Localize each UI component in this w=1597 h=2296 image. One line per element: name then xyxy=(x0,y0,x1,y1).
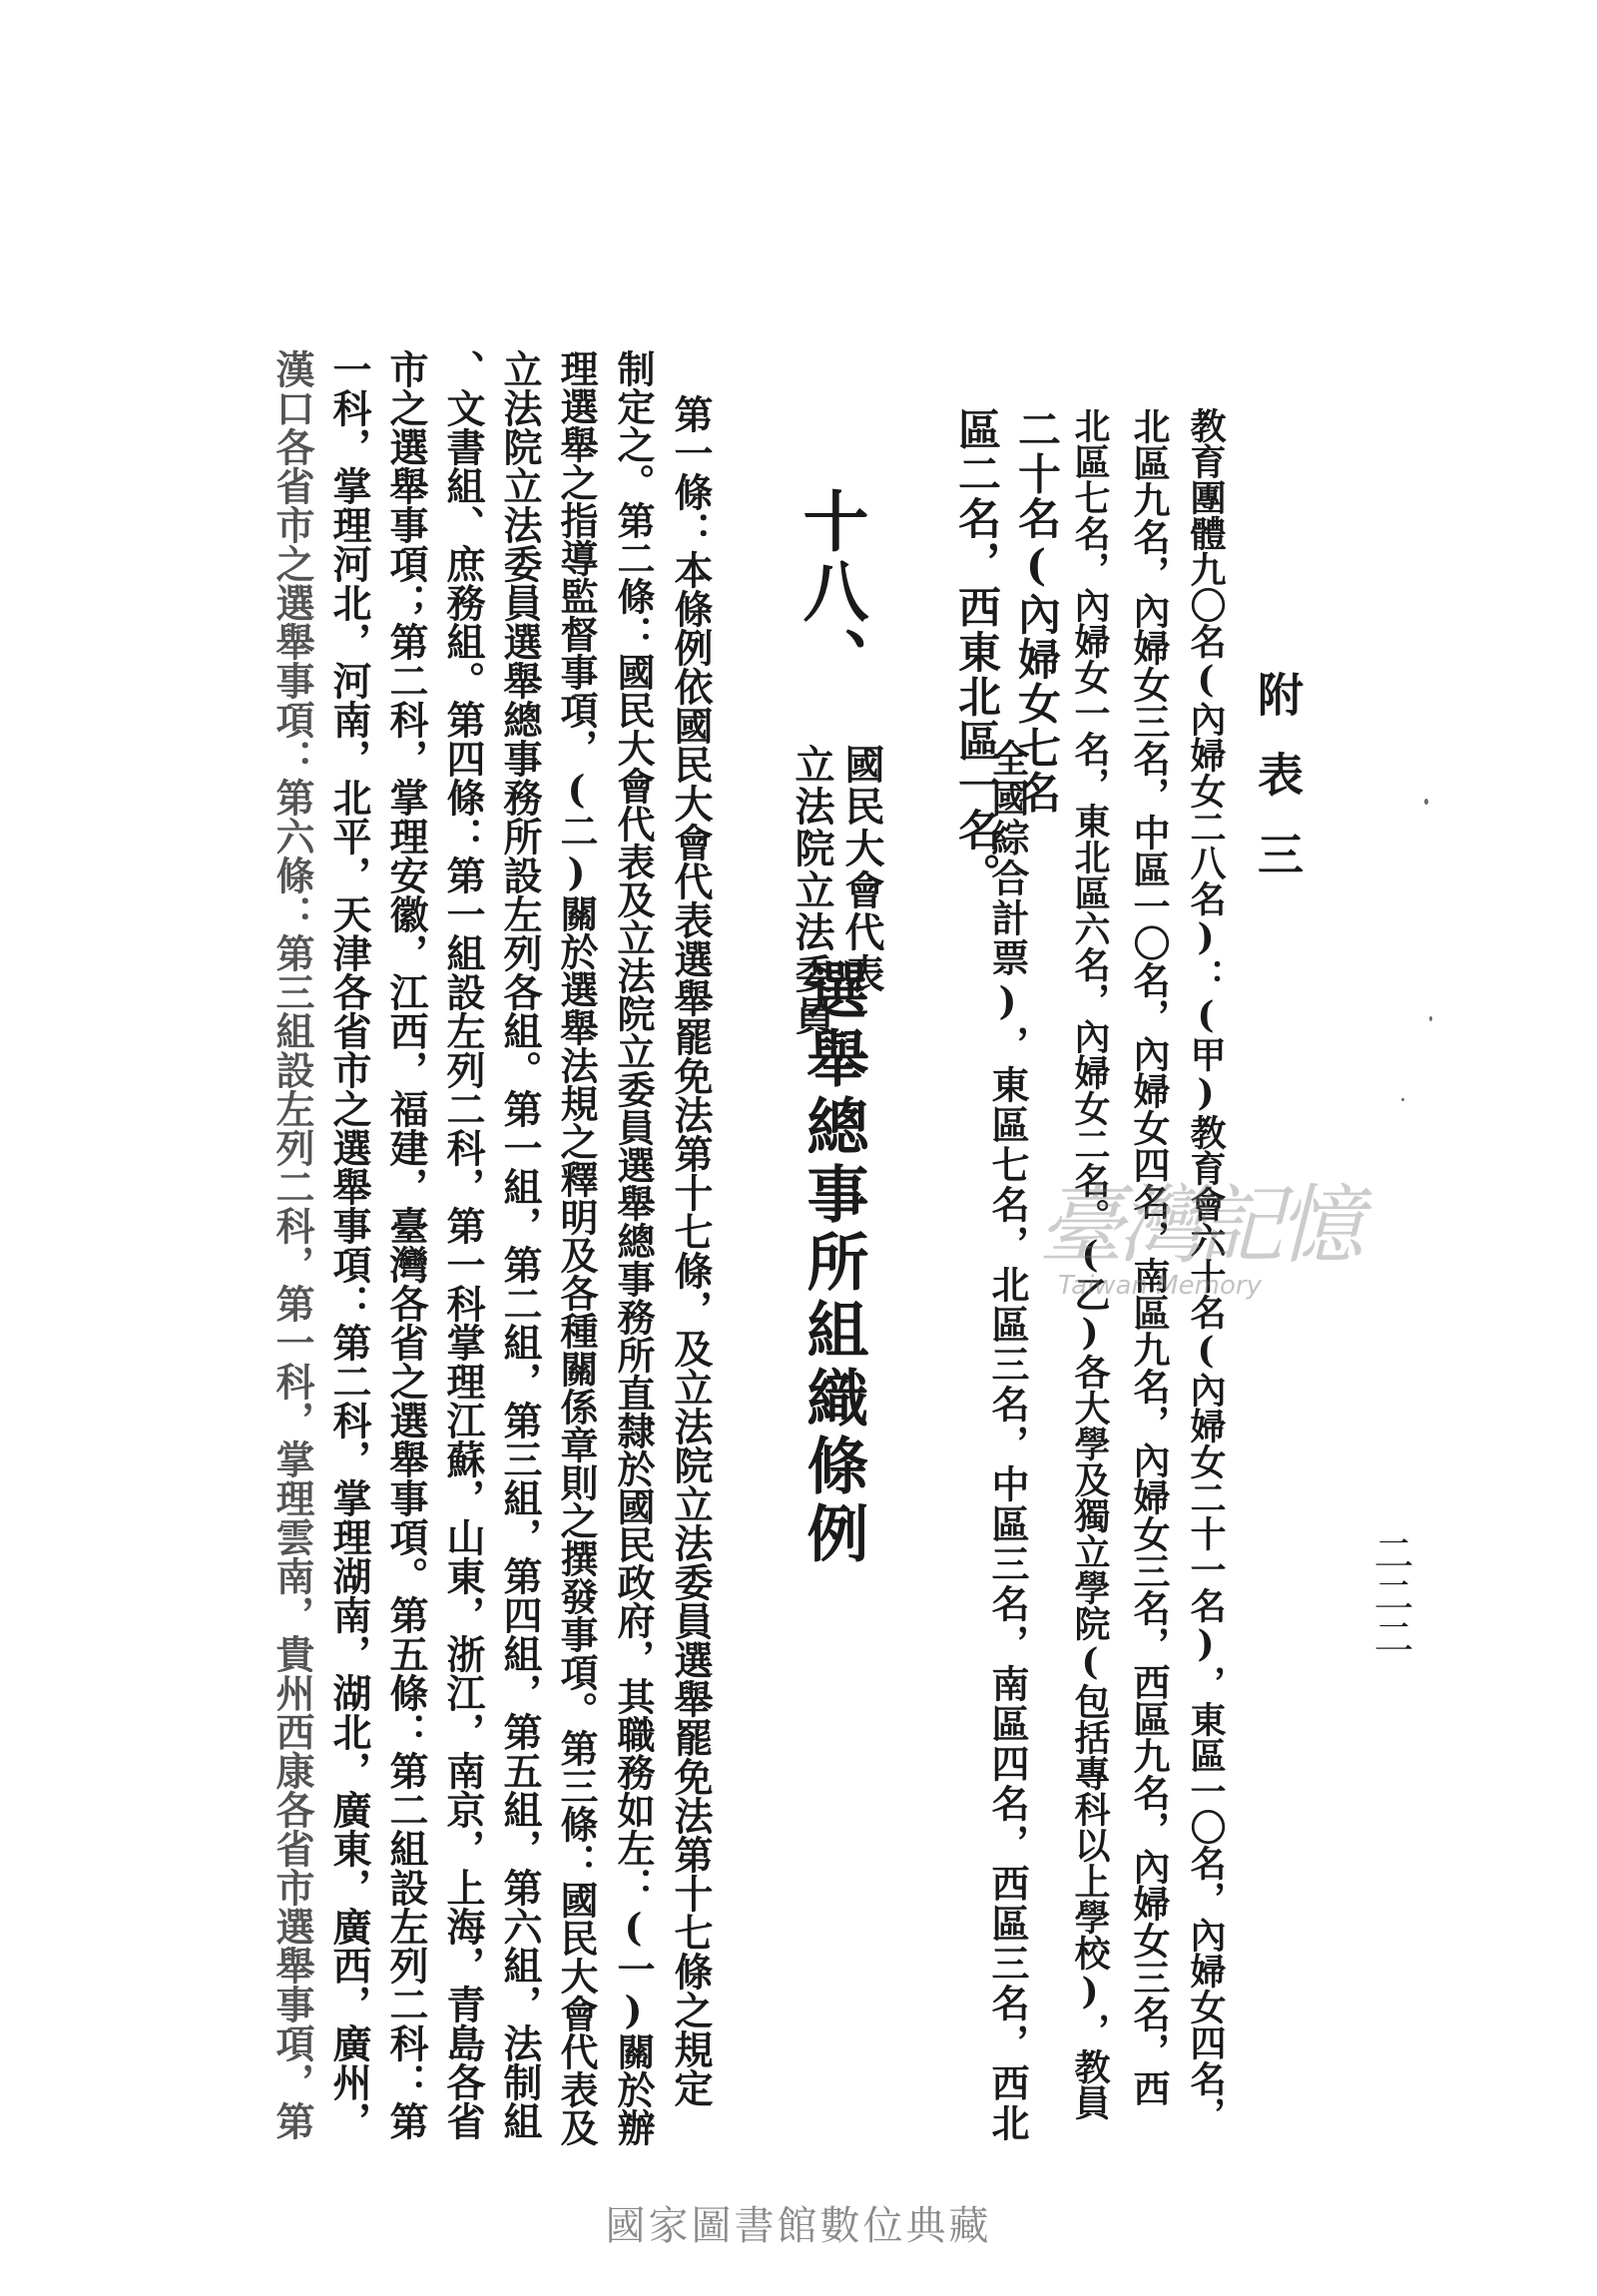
article-line-3: 理選舉之指導監督事項，(二)關於選舉法規之釋明及各種關係章則之撰發事項。第三條：國民大會代表及 xyxy=(554,349,599,2146)
body-line-4: 二十名(內婦女七名 xyxy=(1011,407,1061,816)
watermark-main-text: 臺灣記憶 xyxy=(1038,1176,1357,1276)
body-line-5: 區二名，西東北區一名。 xyxy=(951,407,1001,897)
article-line-5: 、文書組、庶務組。第四條：第一組設左列二科，第一科掌理江蘇，山東，浙江，南京，上海，青島各省 xyxy=(440,349,486,2140)
running-title: 附表三 xyxy=(1251,671,1305,910)
article-line-2: 制定之。第二條：國民大會代表及立法院立委員選舉總事務所直隸於國民政府，其職務如左：(一)關於辦 xyxy=(611,349,656,2146)
article-line-1: 第一條：本條例依國民大會代表選舉罷免法第十七條，及立法院立法委員選舉罷免法第十七條之規定 xyxy=(668,394,714,2107)
watermark-sub-text: Taiwan Memory xyxy=(1058,1271,1262,1301)
article-line-6: 市之選舉事項；第二科，掌理安徽，江西，福建，臺灣各省之選舉事項。第五條：第二組設左列二科：第 xyxy=(383,349,429,2140)
section-prefix-line-2: 立法院立法委員 xyxy=(789,744,835,1037)
body-line-2: 北區九名，內婦女三名，中區一〇名，內婦女四名，南區九名，內婦女三名，西區九名，內婦女三名，西 xyxy=(1127,407,1171,2106)
article-line-8: 漢口各省市之選舉事項：第六條：第三組設左列二科，第一科，掌理雲南，貴州西康各省市選舉事項，第 xyxy=(269,349,315,2140)
body-line-3: 北區七名，內婦女一名，東北區六名，內婦女二名。(乙)各大學及獨立學院(包括專科以上學校)，教員 xyxy=(1069,407,1111,2120)
sub-note: 全國綜合計票)，東區七名，北區三名，中區三名，南區四名，西區三名，西北 xyxy=(985,739,1030,2143)
footer-archive-label: 國家圖書館數位典藏 xyxy=(605,2203,992,2249)
article-line-4: 立法院立法委員選舉總事務所設左列各組。第一組，第二組，第三組，第四組，第五組，第六組，法制組 xyxy=(497,349,543,2140)
scan-speck xyxy=(1401,1098,1404,1101)
section-number: 十八、 xyxy=(792,487,869,697)
section-title: 選舉總事所組織條例 xyxy=(797,958,869,1569)
body-line-1: 教育團體九〇名(內婦女二八名)：(甲)教育會六十名(內婦女二十一名)，東區一〇名，內婦女四名， xyxy=(1185,407,1227,2132)
section-prefix-line-1: 國民大會代表 xyxy=(838,744,885,995)
scan-speck xyxy=(1429,1016,1432,1021)
page-number: 二二二 xyxy=(1367,1532,1413,1658)
scan-speck xyxy=(1424,799,1428,805)
article-line-7: 一科，掌理河北，河南，北平，天津各省市之選舉事項：第二科，掌理湖南，湖北，廣東，廣西，廣州， xyxy=(326,349,372,2140)
